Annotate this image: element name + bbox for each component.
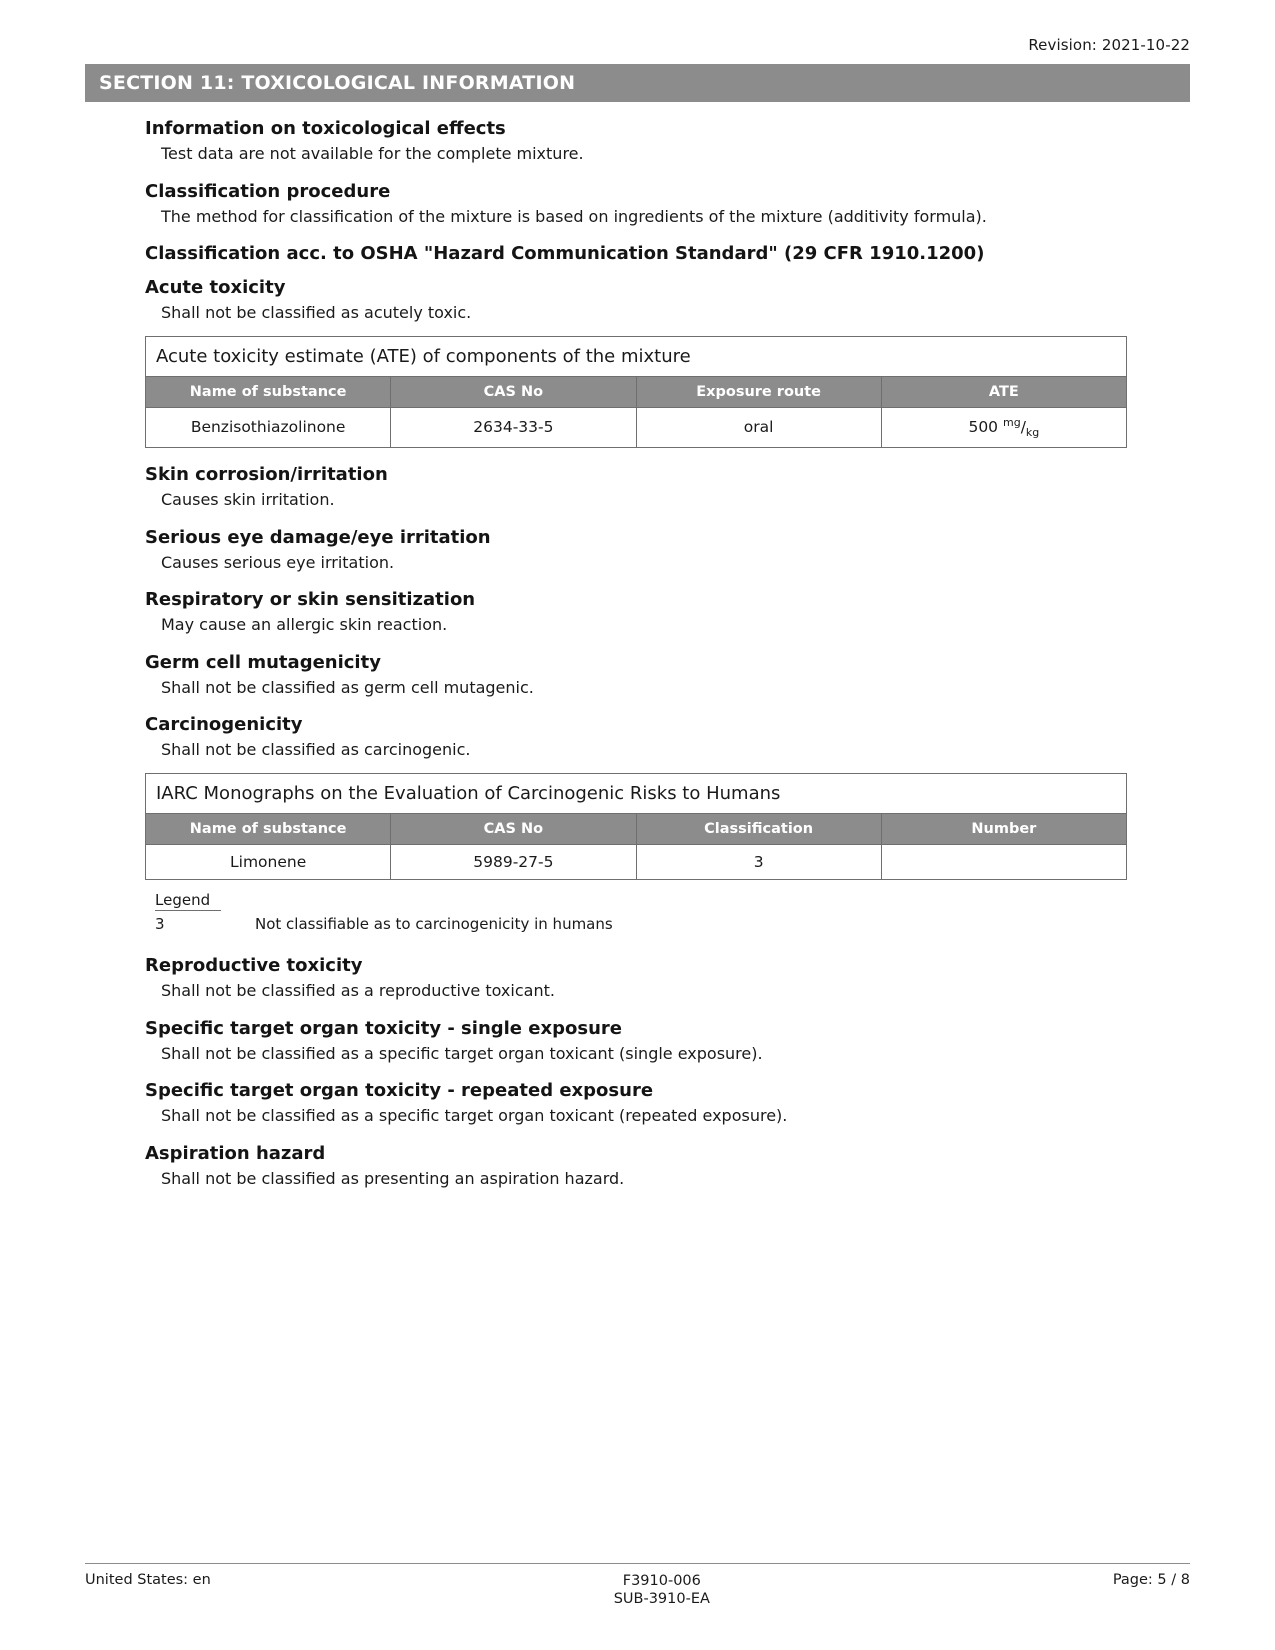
text-reproductive-toxicity: Shall not be classified as a reproductive toxicant.	[161, 981, 555, 1000]
heading-reproductive-toxicity: Reproductive toxicity	[145, 955, 363, 976]
heading-germ-cell-mutagenicity: Germ cell mutagenicity	[145, 651, 381, 673]
ate-col-ate: ATE	[881, 376, 1126, 407]
ate-value-unit-denominator: kg	[1025, 426, 1040, 440]
text-serious-eye-damage: Causes serious eye irritation.	[161, 552, 395, 572]
text-information-on-toxicological-effects: Test data are not available for the complete mixture.	[161, 144, 584, 163]
legend-title: Legend	[155, 891, 221, 911]
iarc-legend	[155, 890, 715, 933]
iarc-cell-name: Limonene	[146, 845, 391, 880]
heading-acute-toxicity: Acute toxicity	[145, 277, 286, 299]
ate-table-header-row	[146, 376, 1127, 407]
iarc-cell-number	[881, 845, 1126, 880]
iarc-cell-cas: 5989-27-5	[391, 845, 636, 880]
legend-row	[155, 915, 715, 933]
section-header-bar: SECTION 11: TOXICOLOGICAL INFORMATION	[85, 64, 1190, 102]
revision-date: Revision: 2021-10-22	[1028, 36, 1190, 54]
heading-aspiration-hazard: Aspiration hazard	[145, 1142, 326, 1164]
footer-page-number: Page: 5 / 8	[1112, 1571, 1190, 1588]
text-germ-cell-mutagenicity: Shall not be classified as germ cell mutagenic.	[161, 677, 534, 697]
text-aspiration-hazard: Shall not be classified as presenting an aspiration hazard.	[161, 1168, 625, 1188]
heading-respiratory-or-skin-sensitization: Respiratory or skin sensitization	[145, 589, 476, 611]
text-respiratory-or-skin-sensitization: May cause an allergic skin reaction.	[161, 615, 448, 635]
footer-sub-number: SUB-3910-EA	[613, 1590, 710, 1607]
heading-stot-single-exposure: Specific target organ toxicity - single exposure	[145, 1017, 622, 1039]
ate-cell-name: Benzisothiazolinone	[146, 407, 391, 447]
legend-key: 3	[155, 915, 165, 933]
footer-doc-number: F3910-006	[622, 1572, 701, 1589]
text-skin-corrosion-irritation: Causes skin irritation.	[161, 490, 335, 510]
section-content	[85, 118, 1190, 1189]
iarc-table-header-row	[146, 814, 1127, 845]
heading-information-on-toxicological-effects: Information on toxicological effects	[145, 118, 506, 139]
heading-serious-eye-damage: Serious eye damage/eye irritation	[145, 526, 491, 548]
ate-value-unit-numerator: mg	[1002, 415, 1021, 429]
footer-document-id	[614, 1572, 710, 1608]
footer-locale: United States: en	[85, 1571, 211, 1588]
ate-value-number: 500	[968, 417, 999, 436]
table-row	[146, 845, 1127, 880]
page-footer	[85, 1563, 1190, 1608]
ate-cell-value: 500 $^{mg}/_{kg}$	[881, 407, 1126, 447]
iarc-table-title: IARC Monographs on the Evaluation of Carcinogenic Risks to Humans	[146, 774, 1127, 814]
heading-classification-osha: Classification acc. to OSHA "Hazard Communication Standard" (29 CFR 1910.1200)	[145, 243, 985, 265]
text-stot-single-exposure: Shall not be classified as a specific target organ toxicant (single exposure).	[161, 1043, 763, 1063]
iarc-table	[145, 773, 1127, 880]
ate-col-name: Name of substance	[146, 376, 391, 407]
text-carcinogenicity: Shall not be classified as carcinogenic.	[161, 740, 471, 760]
ate-table-title: Acute toxicity estimate (ATE) of components of the mixture	[146, 336, 1127, 376]
iarc-col-name: Name of substance	[146, 814, 391, 845]
legend-value: Not classifiable as to carcinogenicity in humans	[255, 915, 613, 933]
text-acute-toxicity: Shall not be classified as acutely toxic.	[161, 303, 472, 323]
ate-cell-route: oral	[636, 407, 881, 447]
iarc-col-classification: Classification	[636, 814, 881, 845]
ate-cell-cas: 2634-33-5	[391, 407, 636, 447]
heading-classification-procedure: Classification procedure	[145, 180, 391, 202]
text-stot-repeated-exposure: Shall not be classified as a specific target organ toxicant (repeated exposure).	[161, 1106, 788, 1126]
iarc-col-cas: CAS No	[391, 814, 636, 845]
ate-col-route: Exposure route	[636, 376, 881, 407]
iarc-cell-classification: 3	[636, 845, 881, 880]
text-classification-procedure: The method for classification of the mixture is based on ingredients of the mixture (additivity formula).	[161, 206, 987, 226]
ate-table	[145, 336, 1127, 448]
heading-stot-repeated-exposure: Specific target organ toxicity - repeated exposure	[145, 1080, 654, 1102]
heading-skin-corrosion-irritation: Skin corrosion/irritation	[145, 464, 388, 486]
ate-col-cas: CAS No	[391, 376, 636, 407]
iarc-col-number: Number	[881, 814, 1126, 845]
heading-carcinogenicity: Carcinogenicity	[145, 714, 303, 736]
table-row	[146, 407, 1127, 447]
